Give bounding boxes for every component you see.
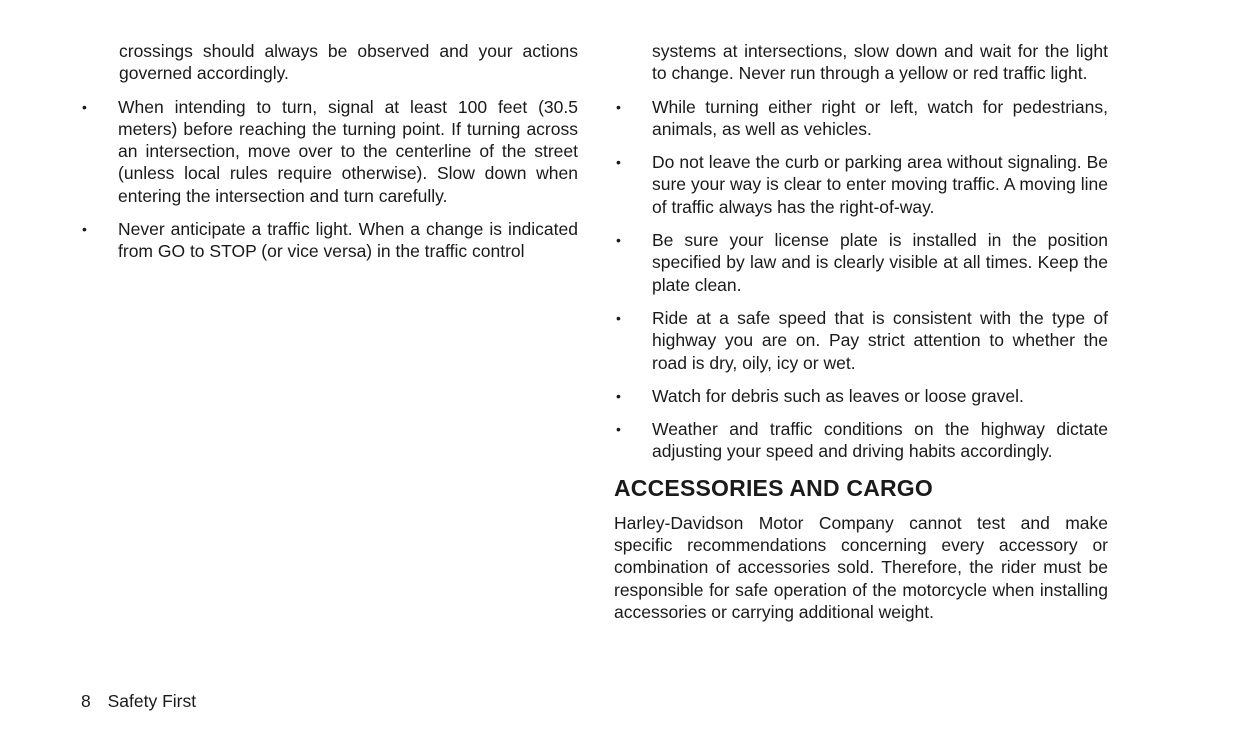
section-body-text: Harley-Davidson Motor Company cannot test and make specific recommendations concerning every accessory or combination of accessories sold. Therefore, the rider must be responsible for safe operation of the motorcycle when installing accessories or carrying additional weight.: [614, 512, 1108, 622]
bullet-icon: •: [616, 309, 621, 326]
bullet-item: [614, 385, 1108, 407]
left-continuation-text: crossings should always be observed and your actions governed accordingly.: [119, 41, 578, 84]
bullet-item: [80, 218, 578, 263]
right-continuation-text: systems at intersections, slow down and wait for the light to change. Never run through a yellow or red traffic light.: [652, 41, 1108, 84]
bullet-icon: •: [616, 232, 621, 249]
bullet-text: Ride at a safe speed that is consistent with the type of highway you are on. Pay strict attention to whether the road is dry, oily, icy or wet.: [652, 307, 1108, 373]
bullet-item: [614, 96, 1108, 141]
page-footer: [81, 690, 196, 712]
bullet-text: When intending to turn, signal at least 100 feet (30.5 meters) before reaching the turning point. If turning across an intersection, move over to the centerline of the street (unless local rules require otherwise). Slow down when entering the intersection and turn carefully.: [118, 96, 578, 206]
bullet-item: [80, 96, 578, 207]
bullet-icon: •: [616, 421, 621, 438]
bullet-item: [614, 151, 1108, 218]
bullet-icon: •: [616, 154, 621, 171]
bullet-item: [614, 229, 1108, 296]
bullet-text: Watch for debris such as leaves or loose gravel.: [652, 385, 1024, 406]
bullet-icon: •: [616, 98, 621, 115]
bullet-text: Do not leave the curb or parking area without signaling. Be sure your way is clear to enter moving traffic. A moving line of traffic always has the right-of-way.: [652, 152, 1108, 217]
bullet-text: Be sure your license plate is installed in the position specified by law and is clearly visible at all times. Keep the plate clean.: [652, 230, 1108, 295]
left-column: [80, 40, 578, 274]
bullet-icon: •: [616, 387, 621, 404]
bullet-icon: •: [82, 98, 87, 115]
bullet-icon: •: [82, 221, 87, 238]
section-heading: ACCESSORIES AND CARGO: [614, 474, 933, 501]
page-number: 8: [81, 691, 91, 711]
right-column: [614, 40, 1108, 623]
bullet-text: While turning either right or left, watch for pedestrians, animals, as well as vehicles.: [652, 96, 1108, 139]
bullet-item: [614, 418, 1108, 463]
footer-section-title: Safety First: [107, 691, 197, 711]
bullet-text: Weather and traffic conditions on the highway dictate adjusting your speed and driving habits accordingly.: [652, 419, 1108, 462]
bullet-item: [614, 307, 1108, 374]
bullet-text: Never anticipate a traffic light. When a change is indicated from GO to STOP (or vice versa) in the traffic control: [118, 219, 578, 262]
